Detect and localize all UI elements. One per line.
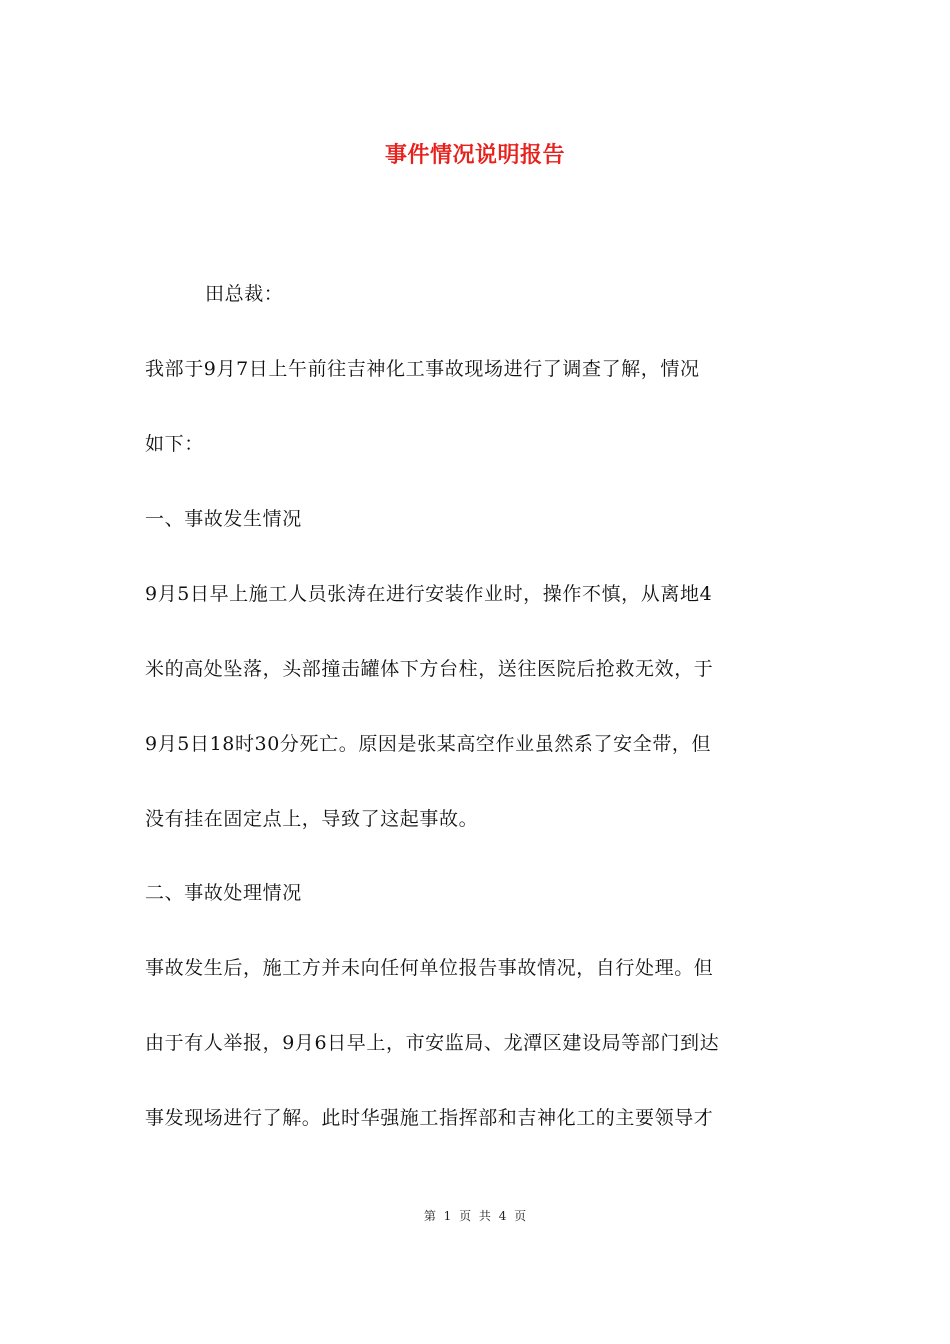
greeting-line: 田总裁： xyxy=(205,283,284,305)
page-number-footer: 第 1 页 共 4 页 xyxy=(423,1209,527,1223)
body-line: 9月5日18时30分死亡。原因是张某高空作业虽然系了安全带，但 xyxy=(145,733,712,755)
body-line: 9月5日早上施工人员张涛在进行安装作业时，操作不慎，从离地4 xyxy=(145,583,713,605)
section-heading: 一、事故发生情况 xyxy=(145,508,302,530)
body-line: 没有挂在固定点上，导致了这起事故。 xyxy=(145,808,479,830)
document-title: 事件情况说明报告 xyxy=(384,142,565,168)
body-line: 事故发生后，施工方并未向任何单位报告事故情况，自行处理。但 xyxy=(145,957,714,979)
body-line: 我部于9月7日上午前往吉神化工事故现场进行了调查了解，情况 xyxy=(145,358,700,380)
body-line: 米的高处坠落，头部撞击罐体下方台柱，送往医院后抢救无效，于 xyxy=(145,658,714,680)
body-line: 由于有人举报，9月6日早上，市安监局、龙潭区建设局等部门到达 xyxy=(145,1032,720,1054)
section-heading: 二、事故处理情况 xyxy=(145,882,302,904)
body-line: 事发现场进行了解。此时华强施工指挥部和吉神化工的主要领导才 xyxy=(145,1107,714,1129)
body-line: 如下： xyxy=(145,433,204,455)
